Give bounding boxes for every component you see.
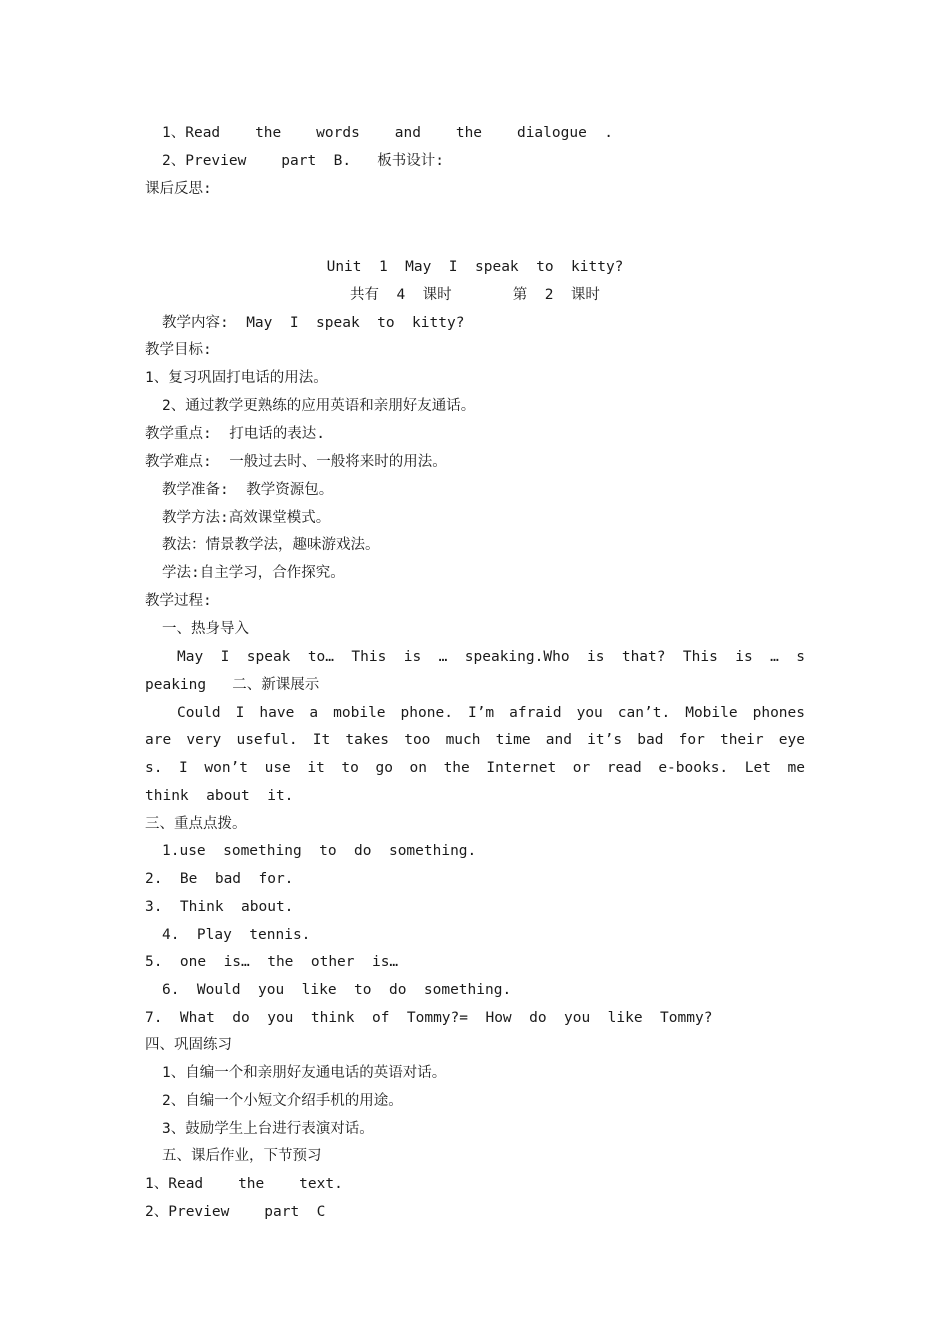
teaching-content: 教学内容: May I speak to kitty?	[162, 315, 465, 331]
new-lesson-line: think about it.	[145, 788, 294, 804]
lesson-periods: 共有 4 课时 第 2 课时	[350, 287, 600, 303]
warmup-line: May I speak to… This is … speaking.Who is that? This is … s	[177, 649, 805, 665]
key-point-line: 教学重点: 打电话的表达.	[145, 426, 325, 442]
lesson-title: Unit 1 May I speak to kitty?	[326, 259, 624, 275]
key-point-item: 6. Would you like to do something.	[162, 982, 512, 998]
homework-preview-line: 2、Preview part B. 板书设计:	[162, 153, 445, 169]
new-lesson-line: Could I have a mobile phone. I’m afraid you can’t. Mobile phones	[177, 705, 805, 721]
learning-method-line: 学法:自主学习，合作探究。	[162, 565, 345, 581]
process-label: 教学过程:	[145, 593, 212, 609]
homework-item: 2、Preview part C	[145, 1204, 326, 1220]
key-point-item: 2. Be bad for.	[145, 871, 294, 887]
homework-heading: 五、课后作业，下节预习	[162, 1148, 322, 1164]
goals-label: 教学目标:	[145, 342, 212, 358]
key-points-heading: 三、重点点拨。	[145, 816, 247, 832]
goal-item: 2、通过教学更熟练的应用英语和亲朋好友通话。	[162, 398, 476, 414]
method-line: 教学方法:高效课堂模式。	[162, 510, 331, 526]
practice-item: 1、自编一个和亲朋好友通电话的英语对话。	[162, 1065, 447, 1081]
teaching-method-line: 教法：情景教学法，趣味游戏法。	[162, 537, 380, 553]
key-point-item: 5. one is… the other is…	[145, 954, 399, 970]
reflection-label: 课后反思:	[145, 181, 212, 197]
practice-item: 2、自编一个小短文介绍手机的用途。	[162, 1093, 403, 1109]
key-point-item: 4. Play tennis.	[162, 927, 311, 943]
practice-heading: 四、巩固练习	[145, 1037, 232, 1053]
difficulty-line: 教学难点: 一般过去时、一般将来时的用法。	[145, 454, 447, 470]
warmup-heading: 一、热身导入	[162, 621, 249, 637]
homework-item: 1、Read the text.	[145, 1176, 343, 1192]
new-lesson-line: s. I won’t use it to go on the Internet or read e-books. Let me	[145, 760, 805, 776]
warmup-line: peaking 二、新课展示	[145, 677, 320, 693]
goal-item: 1、复习巩固打电话的用法。	[145, 370, 328, 386]
homework-read-line: 1、Read the words and the dialogue .	[162, 125, 613, 141]
preparation-line: 教学准备: 教学资源包。	[162, 482, 334, 498]
practice-item: 3、鼓励学生上台进行表演对话。	[162, 1121, 374, 1137]
key-point-item: 1.use something to do something.	[162, 843, 477, 859]
new-lesson-line: are very useful. It takes too much time and it’s bad for their eye	[145, 732, 805, 748]
key-point-item: 3. Think about.	[145, 899, 294, 915]
key-point-item: 7. What do you think of Tommy?= How do you like Tommy?	[145, 1010, 713, 1026]
